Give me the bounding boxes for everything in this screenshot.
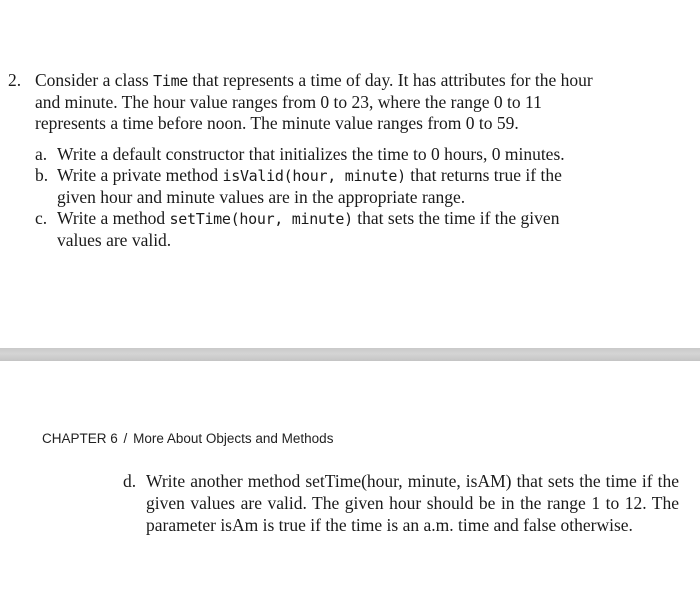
sub-question-b — [35, 165, 598, 208]
sub-question-d-text: Write another method setTime(hour, minute, isAM) that sets the time if the given values are valid. The given hour should be in the range 1 to 12. The parameter isAm is true if the time is an a.m. time and false otherwise. — [146, 471, 679, 535]
sub-question-d — [123, 470, 679, 536]
isvalid-code: isValid(hour, minute) — [222, 167, 406, 185]
page-divider — [0, 348, 700, 361]
sub-question-c — [35, 208, 598, 251]
sub-question-c-letter: c. — [35, 208, 48, 228]
sub-question-b-text-start: Write a private method — [57, 165, 223, 185]
problem-stem — [35, 70, 598, 134]
sub-question-a — [35, 144, 598, 165]
sub-question-b-text-end: that returns true if the given hour and minute values are in the appropriate range. — [57, 165, 562, 207]
stem-text-start: Consider a class — [35, 70, 154, 90]
sub-question-a-text: Write a default constructor that initializes the time to 0 hours, 0 minutes. — [57, 144, 565, 164]
problem-number: 2. — [8, 70, 22, 90]
chapter-header — [42, 431, 333, 446]
settime-code: setTime(hour, minute) — [169, 210, 353, 228]
sub-question-c-text-start: Write a method — [57, 208, 170, 228]
stem-text-end: that represents a time of day. It has attributes for the hour and minute. The hour value ranges from 0 to 23, where the range 0 to 11 represents a time before noon. The minute value ranges from 0 to 59. — [35, 70, 593, 133]
chapter-title: More About Objects and Methods — [133, 431, 334, 446]
sub-question-a-letter: a. — [35, 144, 48, 164]
sub-question-c-text-end: that sets the time if the given values are valid. — [57, 208, 560, 250]
problem-2 — [8, 70, 598, 251]
class-name-code: Time — [153, 72, 189, 90]
chapter-separator: / — [123, 431, 128, 446]
sub-question-list — [35, 144, 598, 251]
sub-question-b-letter: b. — [35, 165, 49, 185]
sub-question-d-letter: d. — [123, 471, 137, 491]
chapter-label: CHAPTER 6 — [42, 431, 118, 446]
